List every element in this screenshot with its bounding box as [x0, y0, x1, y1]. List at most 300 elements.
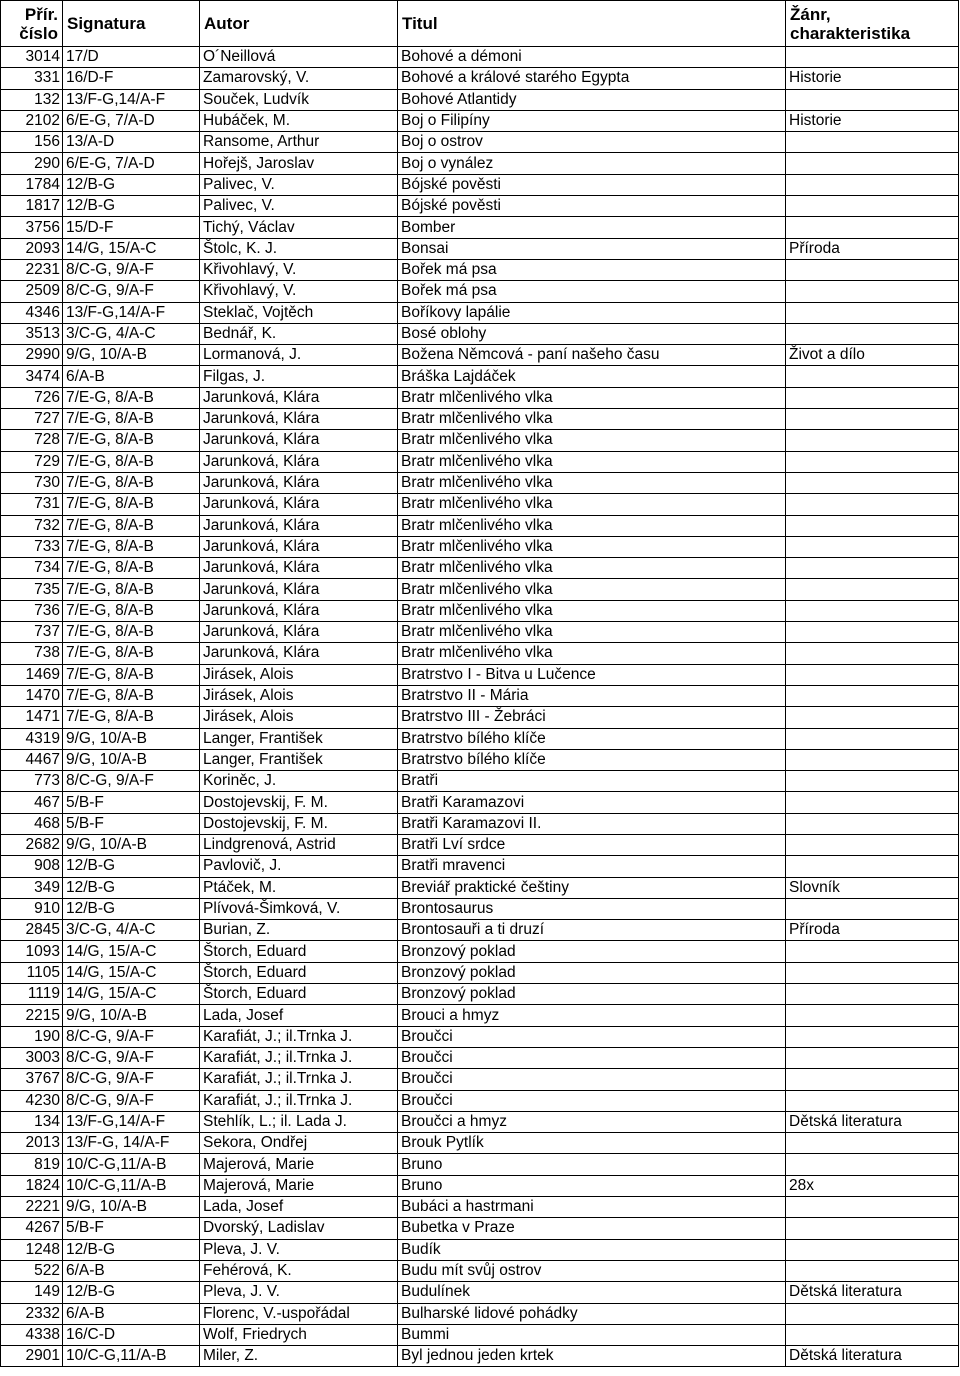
cell-autor: Jarunková, Klára: [200, 472, 398, 493]
cell-zanr: [786, 856, 959, 877]
cell-signatura: 13/A-D: [63, 132, 200, 153]
cell-autor: Štorch, Eduard: [200, 984, 398, 1005]
cell-autor: Jarunková, Klára: [200, 536, 398, 557]
cell-signatura: 7/E-G, 8/A-B: [63, 387, 200, 408]
cell-autor: Souček, Ludvík: [200, 89, 398, 110]
cell-signatura: 7/E-G, 8/A-B: [63, 515, 200, 536]
cell-titul: Breviář praktické češtiny: [398, 877, 786, 898]
cell-cislo: 2332: [1, 1303, 63, 1324]
cell-cislo: 731: [1, 494, 63, 515]
cell-autor: Jirásek, Alois: [200, 664, 398, 685]
table-row: [1, 1069, 959, 1090]
cell-autor: Langer, František: [200, 728, 398, 749]
cell-signatura: 9/G, 10/A-B: [63, 728, 200, 749]
table-row: [1, 259, 959, 280]
cell-autor: Dostojevskij, F. M.: [200, 813, 398, 834]
cell-cislo: 2901: [1, 1346, 63, 1367]
table-row: [1, 685, 959, 706]
cell-zanr: [786, 259, 959, 280]
cell-autor: Burian, Z.: [200, 920, 398, 941]
cell-titul: Bohové a démoni: [398, 47, 786, 68]
cell-zanr: Dětská literatura: [786, 1111, 959, 1132]
table-row: [1, 1026, 959, 1047]
table-row: [1, 728, 959, 749]
cell-titul: Byl jednou jeden krtek: [398, 1346, 786, 1367]
table-row: [1, 622, 959, 643]
cell-zanr: [786, 89, 959, 110]
cell-autor: Jarunková, Klára: [200, 643, 398, 664]
cell-cislo: 2990: [1, 345, 63, 366]
cell-zanr: [786, 1090, 959, 1111]
cell-zanr: [786, 749, 959, 770]
cell-zanr: [786, 1239, 959, 1260]
cell-zanr: [786, 132, 959, 153]
cell-zanr: [786, 366, 959, 387]
cell-autor: Křivohlavý, V.: [200, 259, 398, 280]
cell-zanr: [786, 1047, 959, 1068]
cell-titul: Bratr mlčenlivého vlka: [398, 558, 786, 579]
cell-cislo: 132: [1, 89, 63, 110]
table-row: [1, 302, 959, 323]
cell-titul: Bohové a králové starého Egypta: [398, 68, 786, 89]
cell-cislo: 1105: [1, 962, 63, 983]
cell-signatura: 6/E-G, 7/A-D: [63, 110, 200, 131]
cell-titul: Boj o vynález: [398, 153, 786, 174]
cell-cislo: 819: [1, 1154, 63, 1175]
cell-signatura: 14/G, 15/A-C: [63, 238, 200, 259]
cell-zanr: [786, 984, 959, 1005]
cell-titul: Bratrstvo bílého klíče: [398, 728, 786, 749]
cell-cislo: 4267: [1, 1218, 63, 1239]
cell-zanr: Příroda: [786, 238, 959, 259]
table-row: [1, 494, 959, 515]
cell-signatura: 6/E-G, 7/A-D: [63, 153, 200, 174]
cell-titul: Broučci: [398, 1047, 786, 1068]
cell-signatura: 8/C-G, 9/A-F: [63, 281, 200, 302]
cell-zanr: [786, 622, 959, 643]
table-row: [1, 898, 959, 919]
cell-titul: Bratr mlčenlivého vlka: [398, 536, 786, 557]
table-row: [1, 643, 959, 664]
cell-titul: Broučci: [398, 1026, 786, 1047]
cell-autor: Pleva, J. V.: [200, 1282, 398, 1303]
table-row: [1, 813, 959, 834]
cell-zanr: [786, 1303, 959, 1324]
cell-signatura: 8/C-G, 9/A-F: [63, 771, 200, 792]
cell-zanr: [786, 281, 959, 302]
cell-titul: Bratr mlčenlivého vlka: [398, 430, 786, 451]
cell-cislo: 1469: [1, 664, 63, 685]
table-row: [1, 196, 959, 217]
table-row: [1, 1346, 959, 1367]
cell-zanr: Dětská literatura: [786, 1346, 959, 1367]
cell-cislo: 2845: [1, 920, 63, 941]
cell-titul: Bratr mlčenlivého vlka: [398, 472, 786, 493]
cell-titul: Bruno: [398, 1175, 786, 1196]
cell-autor: Jarunková, Klára: [200, 600, 398, 621]
cell-cislo: 2013: [1, 1133, 63, 1154]
cell-titul: Bratři Karamazovi: [398, 792, 786, 813]
table-row: [1, 1239, 959, 1260]
table-row: [1, 174, 959, 195]
cell-titul: Bratři Karamazovi II.: [398, 813, 786, 834]
cell-signatura: 14/G, 15/A-C: [63, 962, 200, 983]
cell-cislo: 2231: [1, 259, 63, 280]
cell-titul: Budu mít svůj ostrov: [398, 1260, 786, 1281]
cell-autor: Karafiát, J.; il.Trnka J.: [200, 1047, 398, 1068]
cell-zanr: [786, 451, 959, 472]
cell-zanr: [786, 302, 959, 323]
cell-titul: Bratr mlčenlivého vlka: [398, 515, 786, 536]
cell-titul: Bratři Lví srdce: [398, 834, 786, 855]
cell-zanr: [786, 962, 959, 983]
table-row: [1, 47, 959, 68]
cell-signatura: 3/C-G, 4/A-C: [63, 323, 200, 344]
cell-zanr: [786, 494, 959, 515]
cell-titul: Brontosaurus: [398, 898, 786, 919]
table-row: [1, 430, 959, 451]
table-row: [1, 1111, 959, 1132]
cell-signatura: 9/G, 10/A-B: [63, 345, 200, 366]
cell-cislo: 2215: [1, 1005, 63, 1026]
cell-signatura: 12/B-G: [63, 196, 200, 217]
cell-signatura: 7/E-G, 8/A-B: [63, 409, 200, 430]
cell-zanr: [786, 685, 959, 706]
cell-signatura: 7/E-G, 8/A-B: [63, 622, 200, 643]
table-row: [1, 153, 959, 174]
cell-cislo: 3756: [1, 217, 63, 238]
cell-zanr: [786, 1260, 959, 1281]
cell-autor: Jarunková, Klára: [200, 515, 398, 536]
cell-titul: Bosé oblohy: [398, 323, 786, 344]
cell-signatura: 7/E-G, 8/A-B: [63, 472, 200, 493]
cell-zanr: [786, 536, 959, 557]
cell-signatura: 6/A-B: [63, 366, 200, 387]
cell-titul: Bratrstvo III - Žebráci: [398, 707, 786, 728]
cell-autor: Ransome, Arthur: [200, 132, 398, 153]
table-row: [1, 1005, 959, 1026]
cell-titul: Broučci a hmyz: [398, 1111, 786, 1132]
table-row: [1, 749, 959, 770]
cell-titul: Bubetka v Praze: [398, 1218, 786, 1239]
cell-zanr: [786, 792, 959, 813]
cell-signatura: 7/E-G, 8/A-B: [63, 579, 200, 600]
cell-autor: Plívová-Šimková, V.: [200, 898, 398, 919]
table-row: [1, 834, 959, 855]
cell-titul: Bratr mlčenlivého vlka: [398, 494, 786, 515]
cell-zanr: [786, 323, 959, 344]
table-row: [1, 877, 959, 898]
cell-autor: Florenc, V.-uspořádal: [200, 1303, 398, 1324]
cell-signatura: 14/G, 15/A-C: [63, 941, 200, 962]
cell-titul: Budík: [398, 1239, 786, 1260]
cell-zanr: [786, 217, 959, 238]
cell-zanr: [786, 1133, 959, 1154]
cell-signatura: 16/D-F: [63, 68, 200, 89]
table-row: [1, 1324, 959, 1345]
cell-cislo: 4319: [1, 728, 63, 749]
cell-signatura: 16/C-D: [63, 1324, 200, 1345]
cell-signatura: 5/B-F: [63, 792, 200, 813]
table-header: [1, 1, 959, 47]
cell-zanr: Historie: [786, 68, 959, 89]
cell-autor: Pavlovič, J.: [200, 856, 398, 877]
cell-zanr: Život a dílo: [786, 345, 959, 366]
table-row: [1, 600, 959, 621]
cell-titul: Brouci a hmyz: [398, 1005, 786, 1026]
cell-titul: Bořek má psa: [398, 259, 786, 280]
table-row: [1, 579, 959, 600]
cell-titul: Bronzový poklad: [398, 984, 786, 1005]
cell-cislo: 1784: [1, 174, 63, 195]
table-row: [1, 1260, 959, 1281]
cell-cislo: 190: [1, 1026, 63, 1047]
cell-autor: Stehlík, L.; il. Lada J.: [200, 1111, 398, 1132]
cell-zanr: Historie: [786, 110, 959, 131]
cell-cislo: 4230: [1, 1090, 63, 1111]
cell-autor: Tichý, Václav: [200, 217, 398, 238]
cell-titul: Bratr mlčenlivého vlka: [398, 409, 786, 430]
cell-signatura: 12/B-G: [63, 174, 200, 195]
cell-cislo: 729: [1, 451, 63, 472]
table-row: [1, 1175, 959, 1196]
cell-signatura: 9/G, 10/A-B: [63, 1005, 200, 1026]
table-row: [1, 409, 959, 430]
cell-autor: Palivec, V.: [200, 196, 398, 217]
header-cislo: Přír. číslo: [1, 1, 63, 47]
cell-zanr: [786, 707, 959, 728]
cell-autor: Jarunková, Klára: [200, 622, 398, 643]
cell-titul: Bratr mlčenlivého vlka: [398, 622, 786, 643]
cell-cislo: 156: [1, 132, 63, 153]
cell-autor: Jarunková, Klára: [200, 579, 398, 600]
cell-titul: Bohové Atlantidy: [398, 89, 786, 110]
cell-cislo: 1817: [1, 196, 63, 217]
cell-autor: Karafiát, J.; il.Trnka J.: [200, 1026, 398, 1047]
cell-cislo: 736: [1, 600, 63, 621]
cell-cislo: 2682: [1, 834, 63, 855]
cell-cislo: 2093: [1, 238, 63, 259]
cell-zanr: [786, 813, 959, 834]
cell-titul: Boj o Filipíny: [398, 110, 786, 131]
cell-autor: Jarunková, Klára: [200, 409, 398, 430]
cell-signatura: 8/C-G, 9/A-F: [63, 1026, 200, 1047]
cell-titul: Bratr mlčenlivého vlka: [398, 387, 786, 408]
cell-cislo: 2509: [1, 281, 63, 302]
cell-cislo: 3003: [1, 1047, 63, 1068]
cell-cislo: 2221: [1, 1197, 63, 1218]
table-row: [1, 920, 959, 941]
header-titul: Titul: [398, 1, 786, 47]
cell-signatura: 6/A-B: [63, 1260, 200, 1281]
cell-titul: Bratr mlčenlivého vlka: [398, 579, 786, 600]
cell-autor: Pleva, J. V.: [200, 1239, 398, 1260]
cell-autor: Jarunková, Klára: [200, 558, 398, 579]
cell-titul: Boj o ostrov: [398, 132, 786, 153]
cell-zanr: [786, 898, 959, 919]
cell-cislo: 3767: [1, 1069, 63, 1090]
cell-cislo: 1093: [1, 941, 63, 962]
header-zanr: Žánr, charakteristika: [786, 1, 959, 47]
cell-signatura: 13/F-G,14/A-F: [63, 89, 200, 110]
cell-autor: Jarunková, Klára: [200, 430, 398, 451]
table-row: [1, 515, 959, 536]
cell-cislo: 734: [1, 558, 63, 579]
cell-signatura: 9/G, 10/A-B: [63, 749, 200, 770]
table-row: [1, 941, 959, 962]
table-row: [1, 472, 959, 493]
cell-titul: Broučci: [398, 1069, 786, 1090]
cell-zanr: 28x: [786, 1175, 959, 1196]
cell-autor: Lada, Josef: [200, 1005, 398, 1026]
table-row: [1, 1133, 959, 1154]
cell-zanr: [786, 1197, 959, 1218]
table-row: [1, 558, 959, 579]
cell-titul: Bomber: [398, 217, 786, 238]
cell-signatura: 13/F-G,14/A-F: [63, 302, 200, 323]
table-row: [1, 1218, 959, 1239]
cell-zanr: [786, 664, 959, 685]
cell-cislo: 735: [1, 579, 63, 600]
cell-autor: Fehérová, K.: [200, 1260, 398, 1281]
table-row: [1, 323, 959, 344]
cell-titul: Boříkovy lapálie: [398, 302, 786, 323]
cell-signatura: 13/F-G, 14/A-F: [63, 1133, 200, 1154]
cell-cislo: 733: [1, 536, 63, 557]
cell-signatura: 7/E-G, 8/A-B: [63, 451, 200, 472]
cell-autor: Langer, František: [200, 749, 398, 770]
cell-zanr: Slovník: [786, 877, 959, 898]
cell-titul: Bummi: [398, 1324, 786, 1345]
cell-cislo: 1471: [1, 707, 63, 728]
cell-zanr: [786, 643, 959, 664]
cell-zanr: [786, 1026, 959, 1047]
cell-autor: Ptáček, M.: [200, 877, 398, 898]
table-row: [1, 707, 959, 728]
cell-autor: Štorch, Eduard: [200, 962, 398, 983]
cell-titul: Bratři mravenci: [398, 856, 786, 877]
cell-titul: Bořek má psa: [398, 281, 786, 302]
cell-cislo: 331: [1, 68, 63, 89]
cell-titul: Božena Němcová - paní našeho času: [398, 345, 786, 366]
cell-cislo: 1248: [1, 1239, 63, 1260]
cell-signatura: 9/G, 10/A-B: [63, 1197, 200, 1218]
cell-cislo: 149: [1, 1282, 63, 1303]
table-row: [1, 68, 959, 89]
cell-autor: Steklač, Vojtěch: [200, 302, 398, 323]
cell-zanr: [786, 558, 959, 579]
cell-signatura: 10/C-G,11/A-B: [63, 1154, 200, 1175]
cell-zanr: [786, 174, 959, 195]
table-row: [1, 771, 959, 792]
cell-signatura: 12/B-G: [63, 898, 200, 919]
cell-zanr: [786, 196, 959, 217]
table-row: [1, 962, 959, 983]
cell-autor: Dvorský, Ladislav: [200, 1218, 398, 1239]
cell-cislo: 737: [1, 622, 63, 643]
cell-signatura: 14/G, 15/A-C: [63, 984, 200, 1005]
cell-cislo: 730: [1, 472, 63, 493]
cell-titul: Brouk Pytlík: [398, 1133, 786, 1154]
cell-zanr: [786, 600, 959, 621]
cell-autor: Štorch, Eduard: [200, 941, 398, 962]
cell-titul: Broučci: [398, 1090, 786, 1111]
table-row: [1, 281, 959, 302]
table-row: [1, 89, 959, 110]
cell-cislo: 732: [1, 515, 63, 536]
cell-zanr: [786, 1154, 959, 1175]
cell-cislo: 908: [1, 856, 63, 877]
table-row: [1, 132, 959, 153]
cell-zanr: [786, 47, 959, 68]
cell-cislo: 738: [1, 643, 63, 664]
cell-autor: Jirásek, Alois: [200, 707, 398, 728]
cell-signatura: 5/B-F: [63, 813, 200, 834]
cell-titul: Bratr mlčenlivého vlka: [398, 451, 786, 472]
cell-autor: Palivec, V.: [200, 174, 398, 195]
header-signatura: Signatura: [63, 1, 200, 47]
table-row: [1, 792, 959, 813]
table-row: [1, 1197, 959, 1218]
cell-autor: Jarunková, Klára: [200, 387, 398, 408]
cell-titul: Bronzový poklad: [398, 941, 786, 962]
table-row: [1, 345, 959, 366]
cell-autor: Hubáček, M.: [200, 110, 398, 131]
cell-cislo: 910: [1, 898, 63, 919]
table-row: [1, 1154, 959, 1175]
cell-titul: Brontosauři a ti druzí: [398, 920, 786, 941]
cell-titul: Bronzový poklad: [398, 962, 786, 983]
cell-signatura: 10/C-G,11/A-B: [63, 1346, 200, 1367]
cell-signatura: 17/D: [63, 47, 200, 68]
cell-signatura: 7/E-G, 8/A-B: [63, 536, 200, 557]
cell-titul: Bráška Lajdáček: [398, 366, 786, 387]
cell-titul: Bratr mlčenlivého vlka: [398, 643, 786, 664]
cell-signatura: 7/E-G, 8/A-B: [63, 685, 200, 706]
cell-autor: Zamarovský, V.: [200, 68, 398, 89]
cell-signatura: 8/C-G, 9/A-F: [63, 1047, 200, 1068]
cell-cislo: 3513: [1, 323, 63, 344]
cell-zanr: Příroda: [786, 920, 959, 941]
cell-titul: Budulínek: [398, 1282, 786, 1303]
cell-autor: O´Neillová: [200, 47, 398, 68]
cell-zanr: [786, 771, 959, 792]
cell-autor: Karafiát, J.; il.Trnka J.: [200, 1069, 398, 1090]
cell-cislo: 1470: [1, 685, 63, 706]
cell-titul: Bratrstvo bílého klíče: [398, 749, 786, 770]
cell-titul: Bulharské lidové pohádky: [398, 1303, 786, 1324]
cell-signatura: 12/B-G: [63, 1282, 200, 1303]
cell-autor: Štolc, K. J.: [200, 238, 398, 259]
cell-cislo: 4338: [1, 1324, 63, 1345]
cell-autor: Filgas, J.: [200, 366, 398, 387]
cell-cislo: 467: [1, 792, 63, 813]
cell-zanr: [786, 409, 959, 430]
cell-zanr: [786, 1218, 959, 1239]
table-row: [1, 1282, 959, 1303]
cell-zanr: [786, 728, 959, 749]
cell-autor: Dostojevskij, F. M.: [200, 792, 398, 813]
cell-autor: Křivohlavý, V.: [200, 281, 398, 302]
cell-signatura: 12/B-G: [63, 856, 200, 877]
cell-cislo: 728: [1, 430, 63, 451]
table-row: [1, 856, 959, 877]
cell-zanr: [786, 1005, 959, 1026]
cell-cislo: 290: [1, 153, 63, 174]
cell-cislo: 468: [1, 813, 63, 834]
cell-titul: Bójské pověsti: [398, 174, 786, 195]
cell-signatura: 12/B-G: [63, 877, 200, 898]
